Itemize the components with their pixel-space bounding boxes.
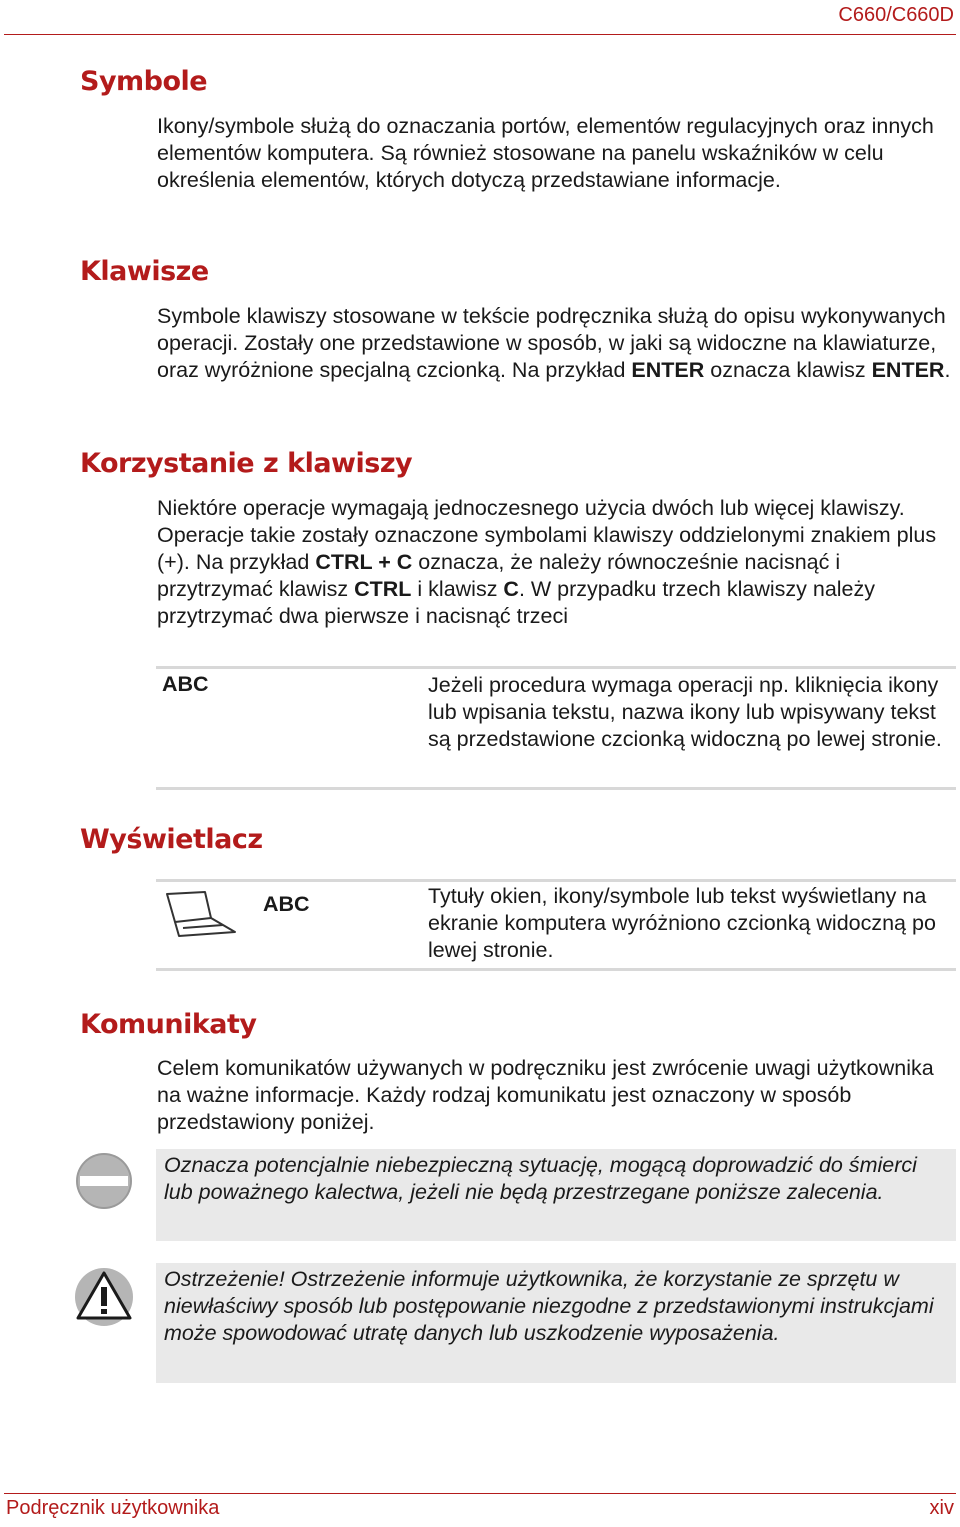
- danger-icon: [74, 1151, 134, 1211]
- paragraph-korzystanie: Niektóre operacje wymagają jednoczesnego użycia dwóch lub więcej klawiszy. Operacje takie zostały oznaczone symbolami klawiszy oddzielonymi znakiem plus (+). Na przykład CTRL + C oznacza, że należy równocześnie nacisnąć i przytrzymać klawisz CTRL i klawisz C. W przypadku trzech klawiszy należy przytrzymać dwa pierwsze i nacisnąć trzeci: [157, 496, 937, 628]
- table-rule: [156, 879, 956, 882]
- paragraph-komunikaty: Celem komunikatów używanych w podręczniku jest zwrócenie uwagi użytkownika na ważne informacje. Każdy rodzaj komunikatu jest oznaczony w sposób przedstawiony poniżej.: [157, 1056, 934, 1134]
- footer-title: Podręcznik użytkownika: [6, 1497, 220, 1519]
- paragraph-klawisze: Symbole klawiszy stosowane w tekście podręcznika służą do opisu wykonywanych operacji. Zostały one przedstawione w sposób, w jaki są widoczne na klawiaturze, oraz wyróżnione specjalną czcionką. Na przykład ENTER oznacza klawisz ENTER.: [157, 304, 951, 382]
- sample-abc: ABC: [162, 672, 209, 696]
- danger-note: Oznacza potencjalnie niebezpieczną sytuację, mogącą doprowadzić do śmierci lub poważnego kalectwa, jeżeli nie będą przestrzegane poniższe zalecenia.: [156, 1149, 956, 1241]
- display-description: Tytuły okien, ikony/symbole lub tekst wyświetlany na ekranie komputera wyróżniono czcionką widoczną po lewej stronie.: [428, 884, 936, 962]
- laptop-icon: [163, 888, 243, 942]
- model-label: C660/C660D: [838, 4, 954, 26]
- warning-note: Ostrzeżenie! Ostrzeżenie informuje użytkownika, że korzystanie ze sprzętu w niewłaściwy sposób lub postępowanie niezgodne z przedstawionymi instrukcjami może spowodować utratę danych lub uszkodzenie wyposażenia.: [156, 1263, 956, 1383]
- sample-description: Jeżeli procedura wymaga operacji np. kliknięcia ikony lub wpisania tekstu, nazwa ikony lub wpisywany tekst są przedstawione czcionką widoczną po lewej stronie.: [428, 673, 942, 751]
- heading-wyswietlacz: Wyświetlacz: [80, 824, 263, 855]
- key-ctrl: CTRL: [354, 577, 412, 601]
- heading-korzystanie: Korzystanie z klawiszy: [80, 448, 413, 479]
- paragraph-symbole: Ikony/symbole służą do oznaczania portów, elementów regulacyjnych oraz innych elementów komputera. Są również stosowane na panelu wskaźników w celu określenia elementów, których dotyczą przedstawiane informacje.: [157, 114, 934, 192]
- key-enter-2: ENTER: [871, 358, 945, 382]
- heading-komunikaty: Komunikaty: [80, 1009, 257, 1040]
- heading-symbole: Symbole: [80, 66, 208, 97]
- footer-divider: [4, 1493, 956, 1494]
- warning-icon: [73, 1266, 135, 1328]
- header-divider: [4, 34, 956, 35]
- key-combo: CTRL + C: [315, 550, 413, 574]
- table-rule: [156, 787, 956, 790]
- display-sample-abc: ABC: [263, 892, 310, 916]
- key-c: C: [503, 577, 519, 601]
- table-rule: [156, 968, 956, 971]
- table-rule: [156, 666, 956, 669]
- key-enter: ENTER: [631, 358, 705, 382]
- heading-klawisze: Klawisze: [80, 256, 209, 287]
- page-number: xiv: [929, 1497, 954, 1519]
